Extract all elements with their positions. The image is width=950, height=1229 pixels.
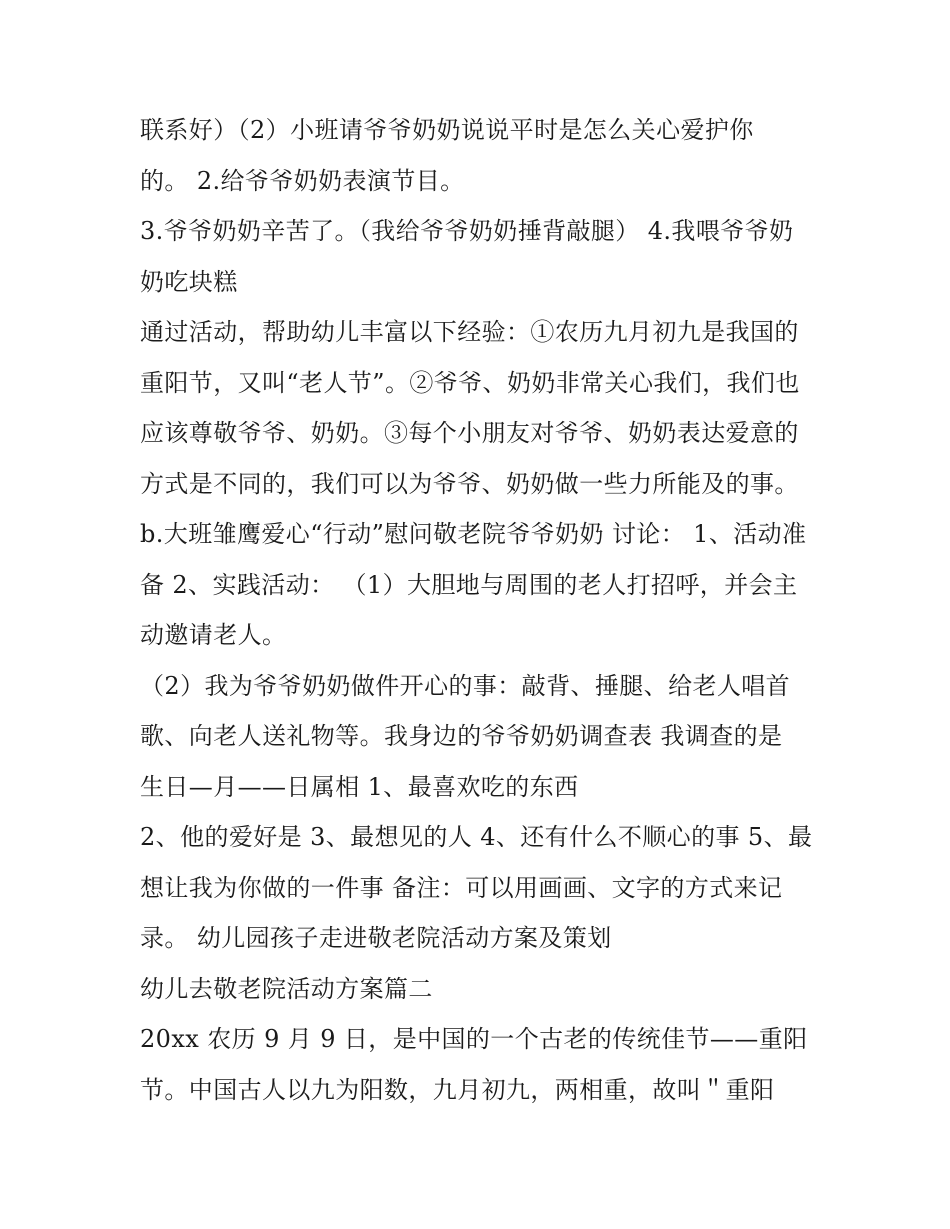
paragraph-line: 3.爷爷奶奶辛苦了。（我给爷爷奶奶捶背敲腿） 4.我喂爷爷奶 xyxy=(140,217,794,245)
paragraph-line: 幼儿去敬老院活动方案篇二 xyxy=(140,975,433,1003)
paragraph-line: 歌、向老人送礼物等。我身边的爷爷奶奶调查表 我调查的是 xyxy=(140,722,783,750)
paragraph-line: 备 2、实践活动： （1）大胆地与周围的老人打招呼，并会主 xyxy=(140,571,798,599)
paragraph-line: 方式是不同的，我们可以为爷爷、奶奶做一些力所能及的事。 xyxy=(140,470,799,498)
paragraph-line: 录。 幼儿园孩子走进敬老院活动方案及策划 xyxy=(140,924,612,952)
paragraph-line: 的。 2.给爷爷奶奶表演节目。 xyxy=(140,167,465,195)
paragraph-line: 节。中国古人以九为阳数，九月初九，两相重，故叫＂重阳 xyxy=(140,1076,775,1104)
paragraph-line: 奶吃块糕 xyxy=(140,268,238,296)
paragraph-line: 重阳节，又叫“老人节”。②爷爷、奶奶非常关心我们，我们也 xyxy=(140,369,800,397)
paragraph-line: （2）我为爷爷奶奶做件开心的事：敲背、捶腿、给老人唱首 xyxy=(140,672,791,700)
paragraph-line: 生日—月——日属相 1、最喜欢吃的东西 xyxy=(140,773,579,801)
paragraph-line: 应该尊敬爷爷、奶奶。③每个小朋友对爷爷、奶奶表达爱意的 xyxy=(140,419,799,447)
paragraph-line: 2、他的爱好是 3、最想见的人 4、还有什么不顺心的事 5、最 xyxy=(140,823,813,851)
paragraph-line: b.大班雏鹰爱心“行动”慰问敬老院爷爷奶奶 讨论： 1、活动准 xyxy=(140,520,807,548)
paragraph-line: 想让我为你做的一件事 备注：可以用画画、文字的方式来记 xyxy=(140,874,783,902)
paragraph-line: 联系好）（2）小班请爷爷奶奶说说平时是怎么关心爱护你 xyxy=(140,116,754,144)
paragraph-line: 动邀请老人。 xyxy=(140,621,287,649)
paragraph-line: 20xx 农历 9 月 9 日，是中国的一个古老的传统佳节——重阳 xyxy=(140,1025,808,1053)
paragraph-line: 通过活动，帮助幼儿丰富以下经验：①农历九月初九是我国的 xyxy=(140,318,799,346)
